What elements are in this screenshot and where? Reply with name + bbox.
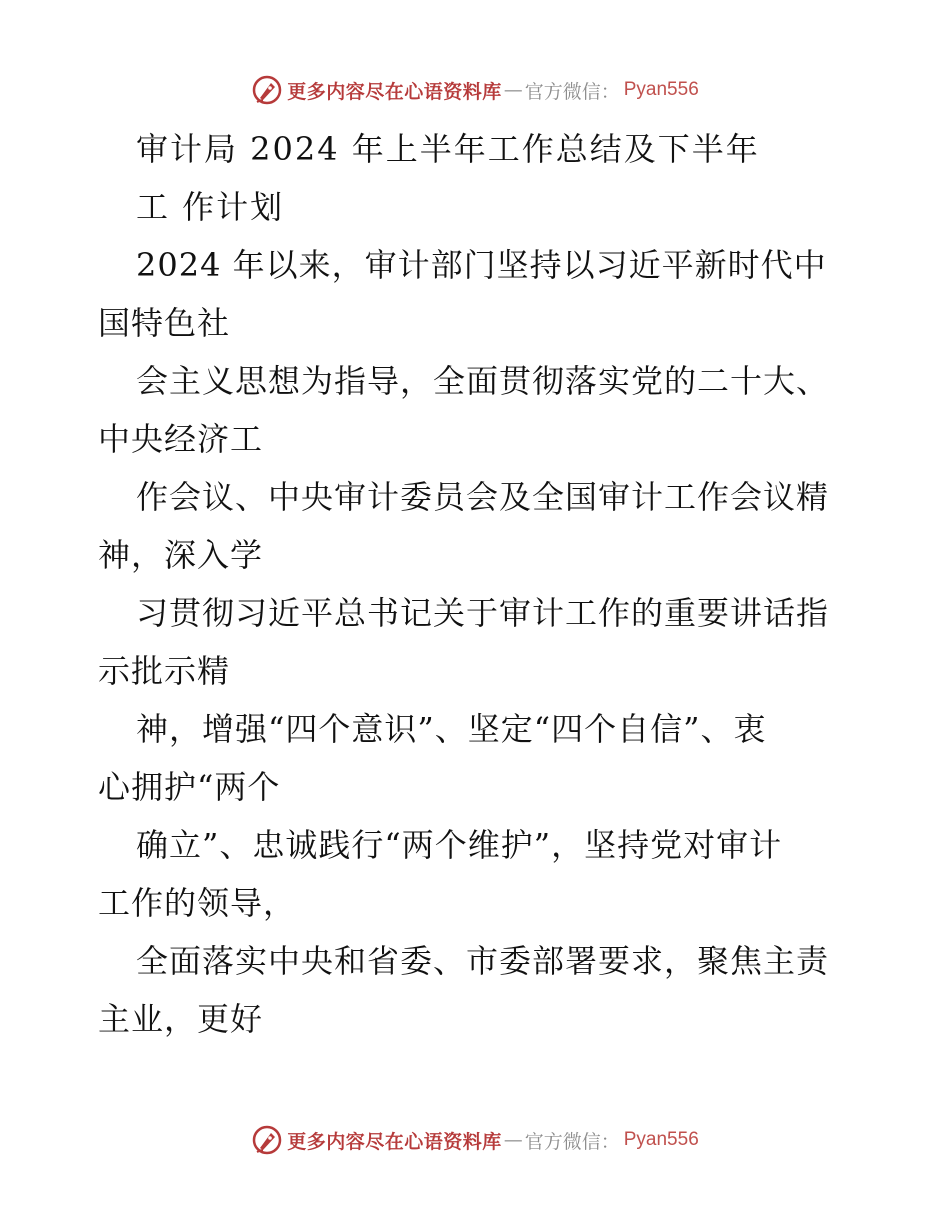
paragraph-line: 会主义思想为指导，全面贯彻落实党的二十大、 (136, 362, 830, 400)
paragraph-line: 全面落实中央和省委、市委部署要求，聚焦主责 (136, 942, 830, 980)
pen-nib-logo-icon (251, 1124, 283, 1156)
paragraph-line: 神，增强“四个意识”、坚定“四个自信”、衷 (136, 710, 767, 748)
header-banner (0, 70, 950, 110)
footer-banner (0, 1120, 950, 1160)
paragraph-line: 工作的领导， (98, 884, 297, 922)
paragraph-line: 确立”、忠诚践行“两个维护”，坚持党对审计 (136, 826, 783, 864)
document-title-line-1: 审计局 2024 年上半年工作总结及下半年 (136, 130, 760, 168)
header-wechat-label: 官方微信： (524, 80, 620, 103)
paragraph-line: 2024 年以来，审计部门坚持以习近平新时代中 (136, 246, 827, 284)
header-brand-text: 更多内容尽在心语资料库 (287, 80, 502, 103)
paragraph-line: 作会议、中央审计委员会及全国审计工作会议精 (136, 478, 830, 516)
paragraph-line: 心拥护“两个 (98, 768, 281, 806)
header-separator: — (503, 79, 523, 101)
paragraph-line: 中央经济工 (98, 420, 264, 458)
paragraph-line: 示批示精 (98, 652, 231, 690)
footer-brand-text: 更多内容尽在心语资料库 (287, 1130, 502, 1153)
footer-wechat-label: 官方微信： (524, 1130, 620, 1153)
pen-nib-logo-icon (251, 74, 283, 106)
document-body (98, 120, 858, 1048)
paragraph-line: 神，深入学 (98, 536, 264, 574)
footer-wechat-id: Pyan556 (623, 1129, 699, 1150)
footer-separator: — (503, 1129, 523, 1151)
paragraph-line: 习贯彻习近平总书记关于审计工作的重要讲话指 (136, 594, 830, 632)
header-wechat-id: Pyan556 (623, 79, 699, 100)
document-title-line-2: 工 作计划 (136, 188, 285, 226)
paragraph-line: 主业，更好 (98, 1000, 264, 1038)
paragraph-line: 国特色社 (98, 304, 231, 342)
